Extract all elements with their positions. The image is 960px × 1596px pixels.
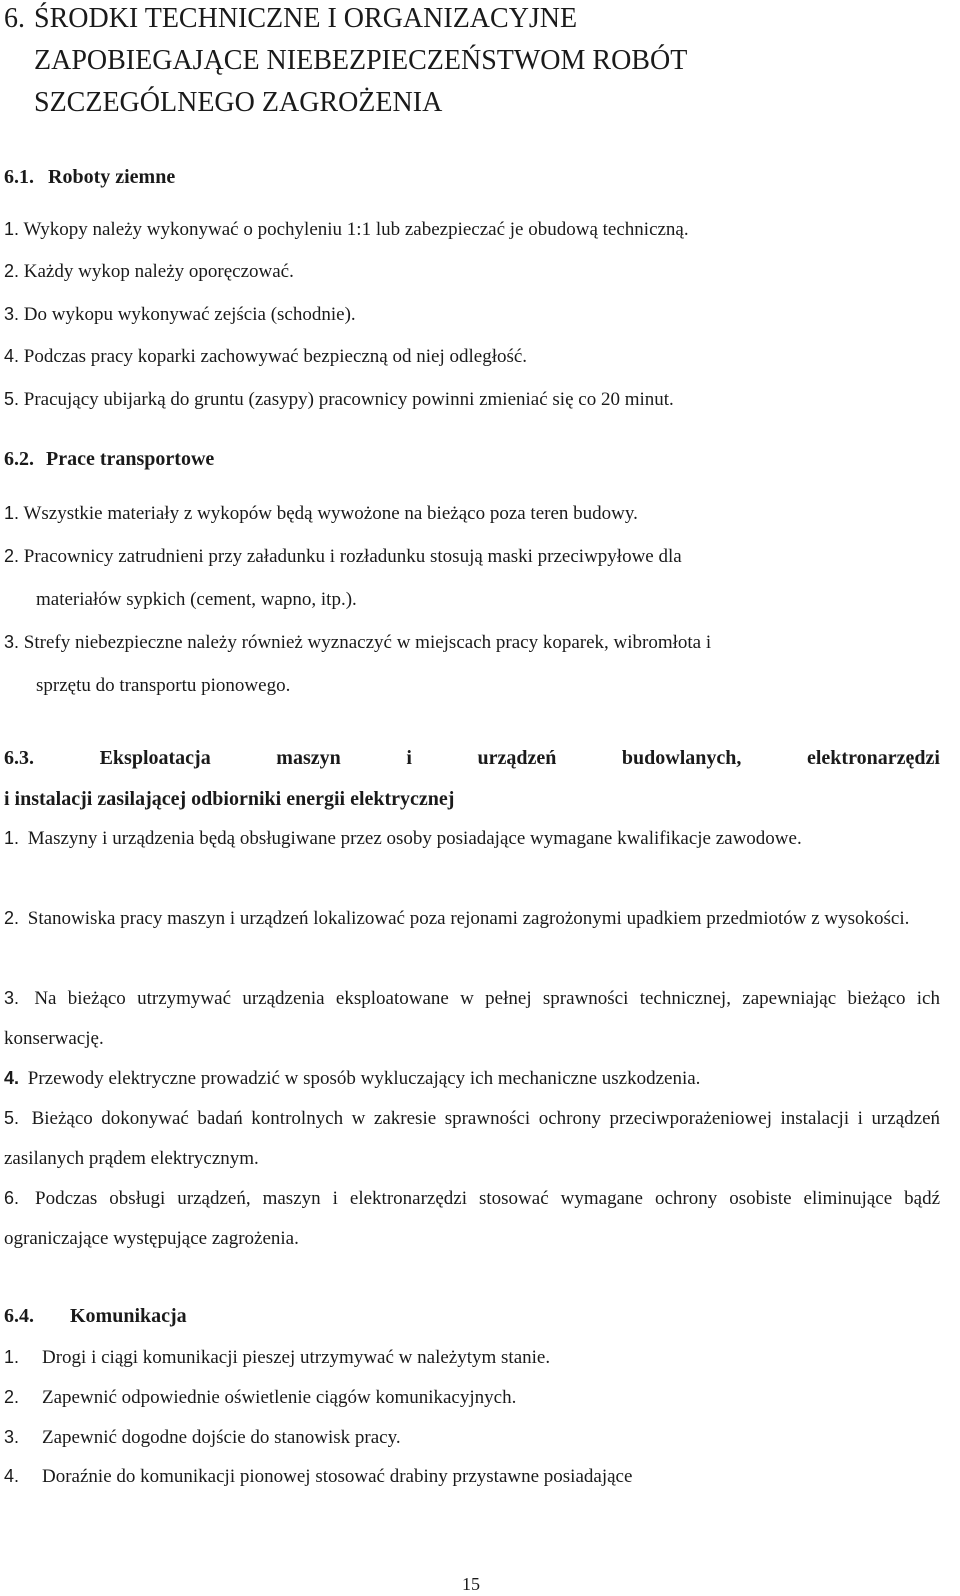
section-heading-6-3-line-2: i instalacji zasilającej odbiorniki energii elektrycznej <box>4 788 455 810</box>
list-item: 1. Wszystkie materiały z wykopów będą wywożone na bieżąco poza teren budowy. <box>4 503 638 524</box>
paragraph-item: 6. Podczas obsługi urządzeń, maszyn i elektronarzędzi stosować wymagane ochrony osobiste eliminujące bądź ograniczające występujące zagrożenia. <box>4 1188 941 1249</box>
list-item: 3. Strefy niebezpieczne należy również wyznaczyć w miejscach pracy koparek, wibromłota i <box>4 632 712 653</box>
list-item: 5. Pracujący ubijarką do gruntu (zasypy) pracownicy powinni zmieniać się co 20 minut. <box>4 389 674 410</box>
list-item-continuation: sprzętu do transportu pionowego. <box>36 675 291 696</box>
paragraph-item: 2. Stanowiska pracy maszyn i urządzeń lokalizować poza rejonami zagrożonymi upadkiem przedmiotów z wysokości. <box>4 908 910 929</box>
chapter-title-line-1: 6. ŚRODKI TECHNICZNE I ORGANIZACYJNE <box>4 3 578 34</box>
chapter-number: 6. <box>4 3 25 34</box>
list-item: 2. Pracownicy zatrudnieni przy załadunku i rozładunku stosują maski przeciwpyłowe dla <box>4 546 682 567</box>
paragraph-item: 1. Maszyny i urządzenia będą obsługiwane przez osoby posiadające wymagane kwalifikacje zawodowe. <box>4 828 802 849</box>
section-heading-6-2: 6.2. Prace transportowe <box>4 448 215 470</box>
chapter-title-line-2: ZAPOBIEGAJĄCE NIEBEZPIECZEŃSTWOM ROBÓT <box>34 45 688 76</box>
list-item: 2. Zapewnić odpowiednie oświetlenie ciągów komunikacyjnych. <box>4 1387 517 1408</box>
section-heading-6-3: 6.3. Eksploatacja maszyn i urządzeń budowlanych, elektronarzędzi <box>4 747 940 769</box>
list-item: 4. Podczas pracy koparki zachowywać bezpieczną od niej odległość. <box>4 346 528 367</box>
list-item: 1. Wykopy należy wykonywać o pochyleniu 1:1 lub zabezpieczać je obudową techniczną. <box>4 219 689 240</box>
paragraph-item: 5. Bieżąco dokonywać badań kontrolnych w zakresie sprawności ochrony przeciwporażeniowej instalacji i urządzeń zasilanych prądem elektrycznym. <box>4 1108 941 1169</box>
list-item: 4. Doraźnie do komunikacji pionowej stosować drabiny przystawne posiadające <box>4 1466 633 1487</box>
list-item: 1. Drogi i ciągi komunikacji pieszej utrzymywać w należytym stanie. <box>4 1347 551 1368</box>
list-item: 2. Każdy wykop należy oporęczować. <box>4 261 294 282</box>
section-heading-6-4: 6.4. Komunikacja <box>4 1305 187 1327</box>
paragraph-item: 4. Przewody elektryczne prowadzić w sposób wykluczający ich mechaniczne uszkodzenia. <box>4 1068 701 1089</box>
page-number: 15 <box>462 1574 480 1594</box>
list-item: 3. Zapewnić dogodne dojście do stanowisk pracy. <box>4 1427 401 1448</box>
list-item: 3. Do wykopu wykonywać zejścia (schodnie). <box>4 304 356 325</box>
list-item-continuation: materiałów sypkich (cement, wapno, itp.). <box>36 589 357 610</box>
section-heading-6-1: 6.1. Roboty ziemne <box>4 166 176 188</box>
chapter-title-line-3: SZCZEGÓLNEGO ZAGROŻENIA <box>34 87 443 118</box>
paragraph-item: 3. Na bieżąco utrzymywać urządzenia eksploatowane w pełnej sprawności technicznej, zapewniając bieżąco ich konserwację. <box>4 988 940 1049</box>
